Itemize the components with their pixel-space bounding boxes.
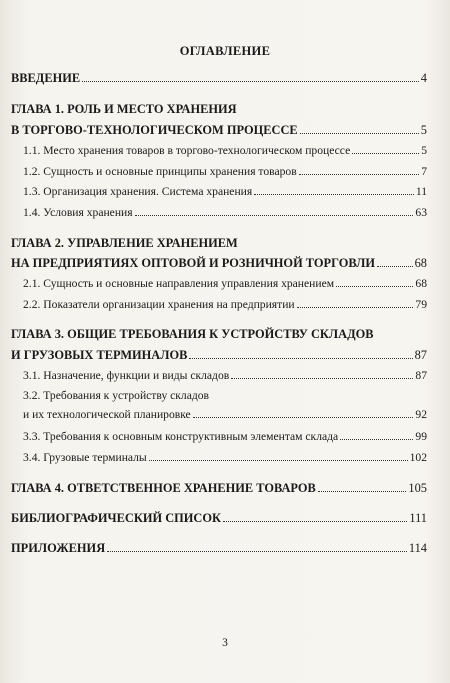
dot-leader <box>82 81 419 82</box>
toc-entry-label: 1.2. Сущность и основные принципы хранения товаров <box>23 165 297 178</box>
toc-entry-label: 1.1. Место хранения товаров в торгово-технологическом процессе <box>23 144 351 157</box>
dot-leader <box>377 266 413 267</box>
dot-leader <box>318 491 407 492</box>
toc-page-number: 68 <box>415 277 427 290</box>
toc-entry-1-2 <box>23 165 427 179</box>
toc-page-number: 105 <box>408 481 427 495</box>
toc-page-number: 68 <box>414 256 427 270</box>
toc-entry-label: и их технологической планировке <box>23 408 191 421</box>
chapter-1-title-line2: В ТОРГОВО-ТЕХНОЛОГИЧЕСКОМ ПРОЦЕССЕ <box>11 123 298 137</box>
dot-leader <box>135 215 414 216</box>
dot-leader <box>352 153 419 154</box>
toc-entry-chapter-1 <box>11 123 427 137</box>
toc-page-number: 92 <box>415 408 427 421</box>
dot-leader <box>300 133 419 134</box>
toc-entry-appendix <box>11 541 427 555</box>
toc-page-number: 4 <box>420 71 427 85</box>
toc-entry-label: ГЛАВА 4. ОТВЕТСТВЕННОЕ ХРАНЕНИЕ ТОВАРОВ <box>11 481 316 495</box>
toc-entry-3-2 <box>23 408 427 422</box>
toc-entry-3-2-line1: 3.2. Требования к устройству складов <box>23 389 210 402</box>
toc-entry-1-4 <box>23 206 427 220</box>
toc-page-number: 63 <box>415 206 427 219</box>
toc-entry-intro <box>11 71 427 85</box>
toc-entry-label: 2.2. Показатели организации хранения на предприятии <box>23 298 295 311</box>
dot-leader <box>223 521 407 522</box>
toc-page-number: 87 <box>415 369 427 382</box>
dot-leader <box>340 439 413 440</box>
toc-page-number: 11 <box>415 185 427 198</box>
dot-leader <box>189 358 412 359</box>
dot-leader <box>149 460 408 461</box>
toc-page-number: 111 <box>409 511 427 525</box>
dot-leader <box>107 551 407 552</box>
toc-entry-label: 1.4. Условия хранения <box>23 206 133 219</box>
toc-page-number: 114 <box>408 541 427 555</box>
dot-leader <box>336 286 413 287</box>
chapter-2-title-line2: НА ПРЕДПРИЯТИЯХ ОПТОВОЙ И РОЗНИЧНОЙ ТОРГОВЛИ <box>11 256 375 270</box>
toc-entry-1-3 <box>23 185 427 199</box>
toc-entry-3-1 <box>23 369 427 383</box>
toc-entry-label: 3.3. Требования к основным конструктивным элементам склада <box>23 430 339 443</box>
toc-page-number: 87 <box>414 348 427 362</box>
dot-leader <box>299 174 420 175</box>
chapter-3-title-line1: ГЛАВА 3. ОБЩИЕ ТРЕБОВАНИЯ К УСТРОЙСТВУ СКЛАДОВ <box>11 327 374 341</box>
toc-entry-3-3 <box>23 430 427 444</box>
toc-entry-label: ВВЕДЕНИЕ <box>11 71 81 85</box>
toc-page-number: 102 <box>409 451 427 464</box>
dot-leader <box>297 307 414 308</box>
toc-entry-bibliography <box>11 511 427 525</box>
toc-entry-label: БИБЛИОГРАФИЧЕСКИЙ СПИСОК <box>11 511 221 525</box>
toc-page-number: 7 <box>421 165 427 178</box>
toc-page-number: 99 <box>415 430 427 443</box>
chapter-3-title-line2: И ГРУЗОВЫХ ТЕРМИНАЛОВ <box>11 348 188 362</box>
toc-entry-1-1 <box>23 144 427 158</box>
toc-page-number: 5 <box>420 123 427 137</box>
chapter-1-title-line1: ГЛАВА 1. РОЛЬ И МЕСТО ХРАНЕНИЯ <box>11 102 237 116</box>
toc-entry-chapter-2 <box>11 256 427 270</box>
toc-entry-2-1 <box>23 277 427 291</box>
page-number: 3 <box>222 637 228 649</box>
toc-entry-label: 2.1. Сущность и основные направления управления хранением <box>23 277 335 290</box>
toc-title: ОГЛАВЛЕНИЕ <box>179 44 271 58</box>
chapter-2-title-line1: ГЛАВА 2. УПРАВЛЕНИЕ ХРАНЕНИЕМ <box>11 236 238 250</box>
dot-leader <box>193 417 414 418</box>
toc-entry-label: 1.3. Организация хранения. Система хранения <box>23 185 253 198</box>
toc-page-number: 5 <box>421 144 427 157</box>
toc-entry-label: ПРИЛОЖЕНИЯ <box>11 541 106 555</box>
dot-leader <box>254 194 414 195</box>
toc-entry-chapter-3 <box>11 348 427 362</box>
dot-leader <box>231 378 413 379</box>
toc-entry-chapter-4 <box>11 481 427 495</box>
toc-entry-2-2 <box>23 298 427 312</box>
toc-entry-label: 3.1. Назначение, функции и виды складов <box>23 369 230 382</box>
toc-page-number: 79 <box>415 298 427 311</box>
toc-entry-label: 3.4. Грузовые терминалы <box>23 451 147 464</box>
toc-entry-3-4 <box>23 451 427 465</box>
